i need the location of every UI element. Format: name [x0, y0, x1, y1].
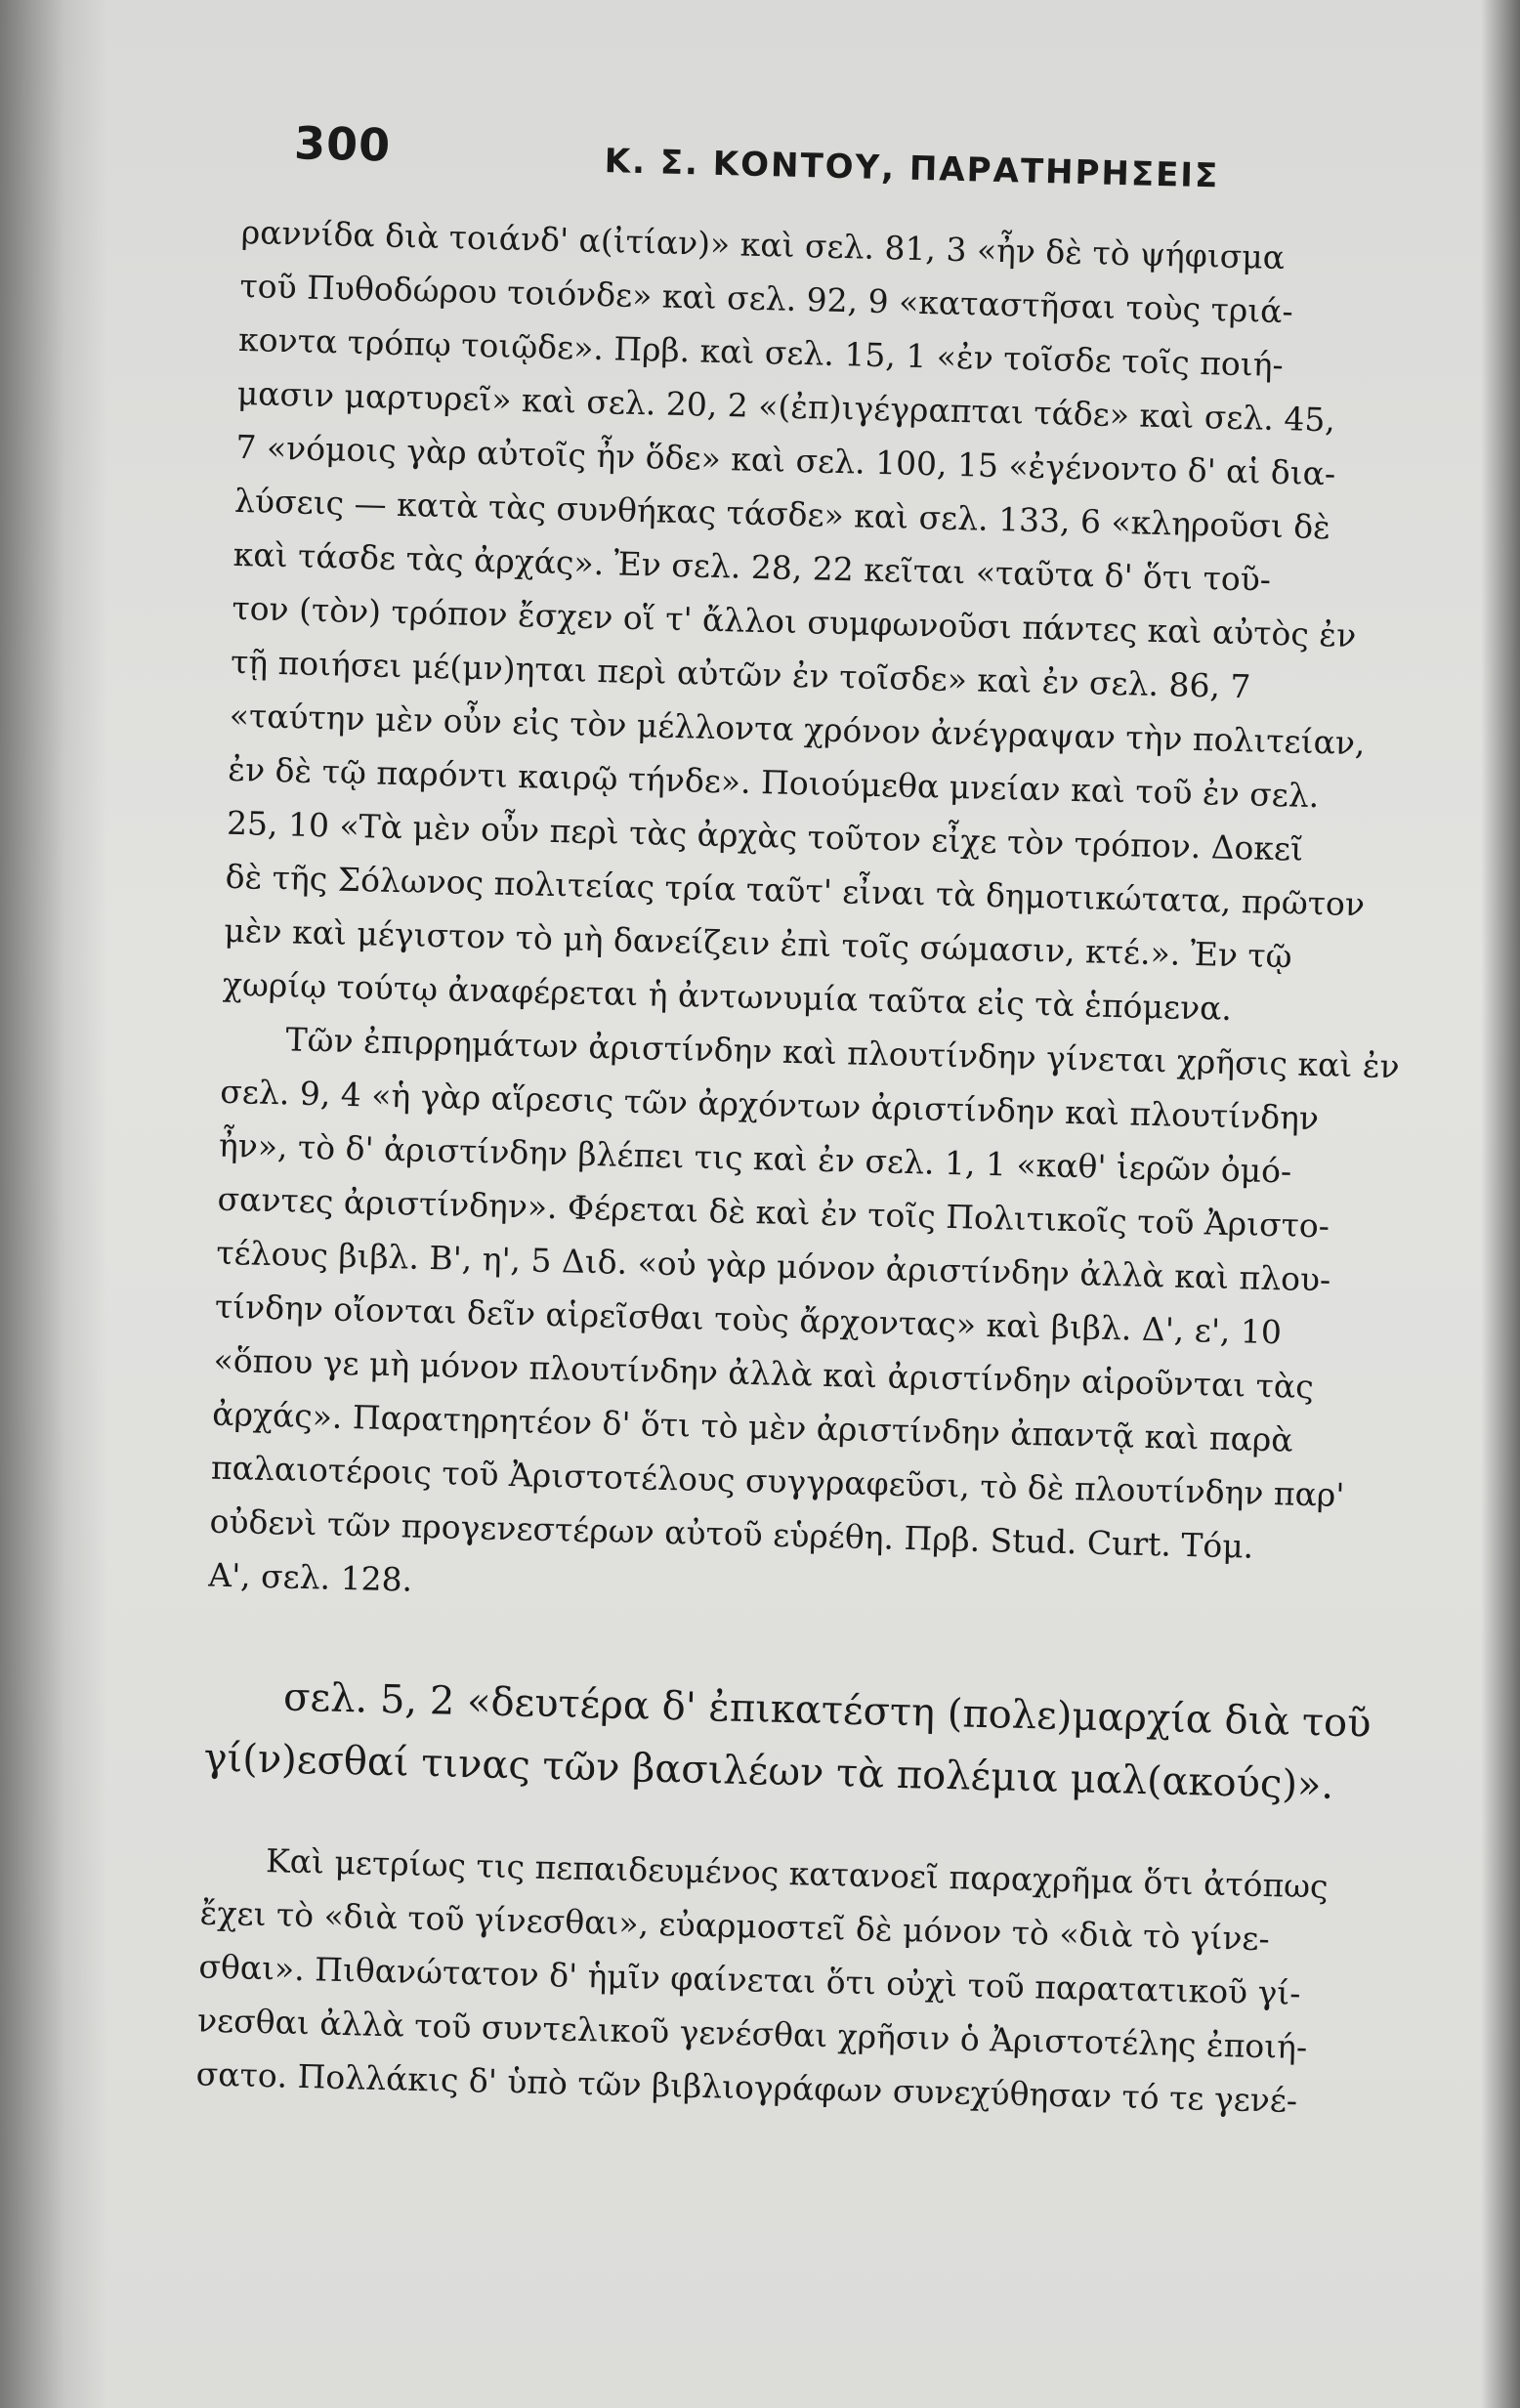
- text-line: σελ. 9, 4 «ἡ γὰρ αἵρεσις τῶν ἀρχόντων ἀριστίνδην καὶ πλουτίνδην: [219, 1072, 1320, 1138]
- text-line: σελ. 5, 2 «δευτέρα δ' ἐπικατέστη (πολε)μαρχία διὰ τοῦ: [204, 1672, 1372, 1747]
- text-line: ραννίδα διὰ τοιάνδ' α(ἰτίαν)» καὶ σελ. 81, 3 «ἦν δὲ τὸ ψήφισμα: [240, 212, 1286, 277]
- text-line: γί(ν)εσθαί τινας τῶν βασιλέων τὰ πολέμια μαλ(ακούς)».: [203, 1735, 1334, 1808]
- text-line: κοντα τρόπῳ τοιῷδε». Πρβ. καὶ σελ. 15, 1 «ἐν τοῖσδε τοῖς ποιή-: [237, 319, 1285, 385]
- text-line: καὶ τάσδε τὰς ἀρχάς». Ἐν σελ. 28, 22 κεῖται «ταῦτα δ' ὅτι τοῦ-: [232, 534, 1272, 599]
- text-line: σατο. Πολλάκις δ' ὑπὸ τῶν βιβλιογράφων συνεχύθησαν τό τε γενέ-: [195, 2054, 1298, 2120]
- text-line: ἔχει τὸ «διὰ τοῦ γίνεσθαι», εὐαρμοστεῖ δὲ μόνον τὸ «διὰ τὸ γίνε-: [199, 1893, 1271, 1959]
- text-line: νεσθαι ἀλλὰ τοῦ συντελικοῦ γενέσθαι χρῆσιν ὁ Ἀριστοτέλης ἐποιή-: [196, 2001, 1308, 2067]
- text-line: μὲν καὶ μέγιστον τὸ μὴ δανείζειν ἐπὶ τοῖς σώμασιν, κτέ.». Ἐν τῷ: [223, 910, 1293, 976]
- text-line: τον (τὸν) τρόπον ἔσχεν οἵ τ' ἄλλοι συμφωνοῦσι πάντες καὶ αὐτὸς ἐν: [232, 588, 1357, 655]
- text-line: σαντες ἀριστίνδην». Φέρεται δὲ καὶ ἐν τοῖς Πολιτικοῖς τοῦ Ἀριστο-: [217, 1179, 1330, 1246]
- text-line: σθαι». Πιθανώτατον δ' ἡμῖν φαίνεται ὅτι οὐχὶ τοῦ παρατατικοῦ γί-: [198, 1947, 1301, 2012]
- paragraph-commentary: [195, 1832, 1403, 2130]
- text-line: δὲ τῆς Σόλωνος πολιτείας τρία ταῦτ' εἶναι τὰ δημοτικώτατα, πρῶτον: [225, 857, 1366, 924]
- text-line: «ταύτην μὲν οὖν εἰς τὸν μέλλοντα χρόνον ἀνέγραψαν τὴν πολιτείαν,: [229, 696, 1366, 763]
- text-line: 25, 10 «Τὰ μὲν οὖν περὶ τὰς ἀρχὰς τοῦτον εἶχε τὸν τρόπον. Δοκεῖ: [226, 803, 1304, 868]
- text-line: τοῦ Πυθοδώρου τοιόνδε» καὶ σελ. 92, 9 «καταστῆσαι τοὺς τριά-: [239, 266, 1294, 331]
- text-line: τῇ ποιήσει μέ(μν)ηται περὶ αὐτῶν ἐν τοῖσδε» καὶ ἐν σελ. 86, 7: [230, 642, 1251, 706]
- text-line: λύσεις — κατὰ τὰς συνθήκας τάσδε» καὶ σελ. 133, 6 «κληροῦσι δὲ: [233, 481, 1331, 547]
- text-line: 7 «νόμοις γὰρ αὐτοῖς ἦν ὅδε» καὶ σελ. 100, 15 «ἐγένοντο δ' αἱ δια-: [235, 427, 1336, 493]
- text-line: ἀρχάς». Παρατηρητέον δ' ὅτι τὸ μὲν ἀριστίνδην ἀπαντᾷ καὶ παρὰ: [211, 1394, 1294, 1459]
- text-line: χωρίῳ τούτῳ ἀναφέρεται ἡ ἀντωνυμία ταῦτα εἰς τὰ ἑπόμενα.: [222, 964, 1233, 1028]
- text-line: Τῶν ἐπιρρημάτων ἀριστίνδην καὶ πλουτίνδην γίνεται χρῆσις καὶ ἐν: [221, 1018, 1401, 1086]
- text-line: παλαιοτέροις τοῦ Ἀριστοτέλους συγγραφεῦσι, τὸ δὲ πλουτίνδην παρ': [210, 1448, 1345, 1514]
- text-line: οὐδενὶ τῶν προγενεστέρων αὐτοῦ εὑρέθη. Πρβ. Stud. Curt. Τόμ.: [209, 1501, 1254, 1566]
- page-gutter-shadow: [0, 0, 107, 2408]
- running-head: Κ. Σ. ΚΟΝΤΟΥ, ΠΑΡΑΤΗΡΗΣΕΙΣ: [604, 142, 1220, 196]
- text-line: «ὅπου γε μὴ μόνον πλουτίνδην ἀλλὰ καὶ ἀριστίνδην αἱροῦνται τὰς: [213, 1340, 1315, 1407]
- page-text-block: [195, 107, 1445, 2130]
- text-line: ἦν», τὸ δ' ἀριστίνδην βλέπει τις καὶ ἐν σελ. 1, 1 «καθ' ἱερῶν ὀμό-: [218, 1125, 1292, 1191]
- text-line: Α', σελ. 128.: [207, 1555, 413, 1599]
- page-number: 300: [293, 116, 392, 172]
- text-line: Καὶ μετρίως τις πεπαιδευμένος κατανοεῖ παραχρῆμα ὅτι ἀτόπως: [200, 1839, 1330, 1906]
- text-line: ἐν δὲ τῷ παρόντι καιρῷ τήνδε». Ποιούμεθα μνείαν καὶ τοῦ ἐν σελ.: [227, 749, 1320, 816]
- text-line: τέλους βιβλ. Β', η', 5 Διδ. «οὐ γὰρ μόνον ἀριστίνδην ἀλλὰ καὶ πλου-: [215, 1233, 1331, 1299]
- text-line: μασιν μαρτυρεῖ» καὶ σελ. 20, 2 «(ἐπ)ιγέγραπται τάδε» καὶ σελ. 45,: [236, 373, 1336, 440]
- page-header: [242, 107, 1446, 225]
- paragraph-main: [208, 205, 1444, 1631]
- page-edge-shadow: [1481, 0, 1520, 2408]
- text-line: τίνδην οἴονται δεῖν αἱρεῖσθαι τοὺς ἄρχοντας» καὶ βιβλ. Δ', ε', 10: [214, 1287, 1283, 1352]
- paragraph-quotation: [203, 1665, 1408, 1819]
